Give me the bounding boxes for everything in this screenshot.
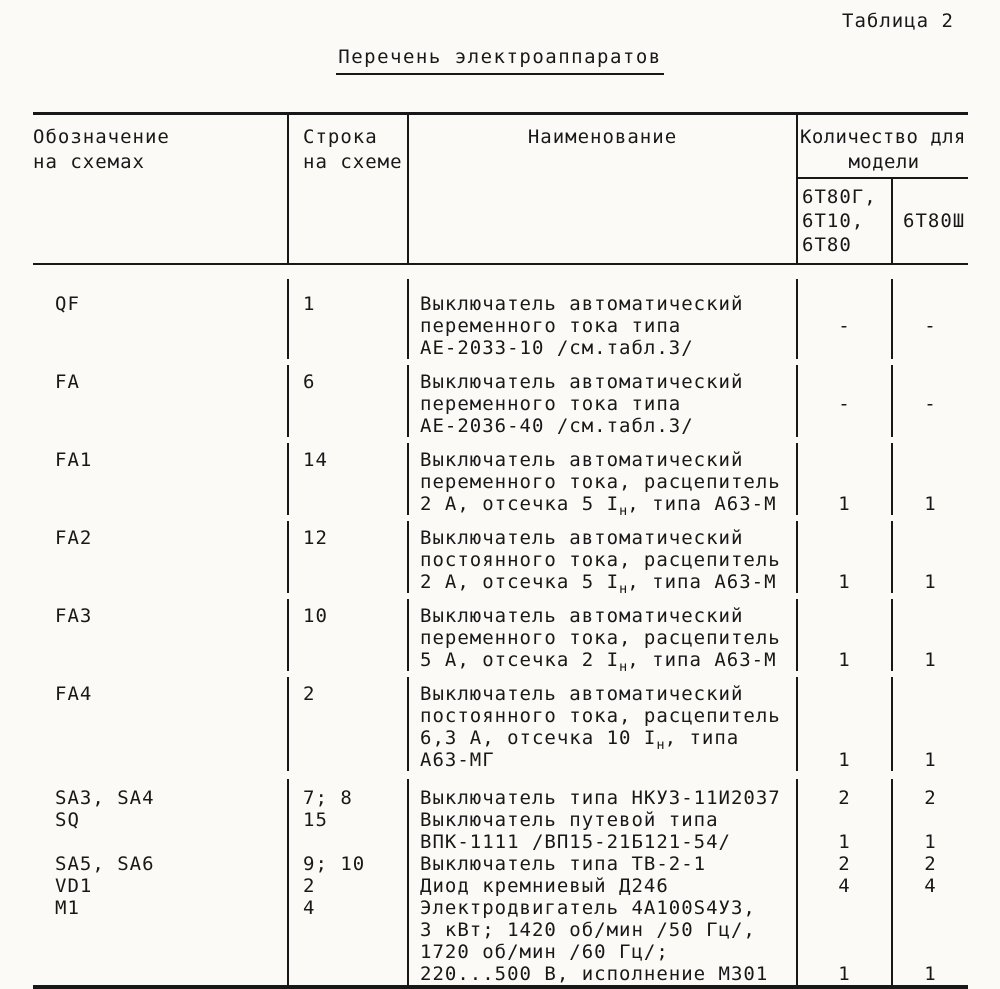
qty-cell-b (893, 365, 968, 437)
table-row-sa3-sa4 (33, 771, 968, 809)
name-line: ВПК-1111 /ВП15-21Б121-54/ (420, 831, 731, 853)
header-model-subcolumns (798, 179, 968, 263)
name-line: переменного тока типа (420, 393, 682, 415)
name-line: 1720 об/мин /60 Гц/; (420, 941, 669, 963)
designation-cell: SA3, SA4 (33, 779, 289, 809)
table-number-label: Таблица 2 (842, 10, 954, 32)
table-header-row (33, 115, 968, 265)
line-cell: 14 (289, 443, 409, 515)
qty-cell-b (893, 897, 968, 985)
header-models-group-b (893, 179, 968, 263)
header-designation-line2: на схемах (33, 151, 145, 173)
name-cell (409, 809, 798, 853)
qty-cell-a (798, 677, 893, 771)
table-row-fa2 (33, 515, 968, 598)
document-title-text: Перечень электроаппаратов (336, 46, 663, 75)
qty-value: 1 (924, 749, 937, 771)
qty-value: 4 (838, 875, 851, 897)
name-cell (409, 443, 798, 520)
qty-value: - (838, 393, 851, 415)
name-line: Выключатель типа ТВ-2-1 (420, 853, 707, 875)
name-line (420, 649, 796, 676)
qty-value: 1 (924, 963, 937, 985)
header-quantity-line2: модели (848, 151, 920, 173)
qty-cell-b (893, 521, 968, 593)
qty-value: 1 (838, 493, 851, 515)
designation-cell: QF (33, 279, 289, 359)
name-line (420, 571, 796, 598)
subscript-n: н (619, 581, 628, 598)
qty-cell-a (798, 779, 893, 809)
table-row-fa4 (33, 671, 968, 771)
qty-value: - (924, 315, 937, 337)
header-name (409, 115, 798, 263)
name-line: Выключатель типа НКУ3-11И2037 (420, 787, 781, 809)
line-cell: 7; 8 (289, 779, 409, 809)
name-line-post: , типа А63-М (627, 571, 777, 593)
name-cell (409, 897, 798, 985)
designation-cell: FA1 (33, 443, 289, 515)
qty-cell-b (893, 677, 968, 771)
header-scheme-line (289, 115, 409, 263)
header-designation-line1: Обозначение (33, 126, 170, 148)
table-row-fa3 (33, 593, 968, 676)
qty-cell-b (893, 809, 968, 853)
name-line: АЕ-2036-40 /см.табл.3/ (420, 415, 694, 437)
header-quantity-line1: Количество для (800, 126, 966, 148)
qty-cell-a (798, 853, 893, 875)
name-cell (409, 365, 798, 437)
name-line: Электродвигатель 4А100S4У3, (420, 897, 756, 919)
qty-value: 1 (838, 831, 851, 853)
qty-value: 2 (924, 853, 937, 875)
table-row-qf (33, 265, 968, 359)
apparatus-table (33, 112, 968, 989)
qty-value: 1 (838, 571, 851, 593)
qty-value: - (924, 393, 937, 415)
qty-cell-a (798, 897, 893, 985)
line-cell: 9; 10 (289, 853, 409, 875)
header-scheme-line1: Строка (303, 126, 378, 148)
document-title (0, 46, 1000, 75)
qty-value: 2 (924, 787, 937, 809)
qty-cell-a (798, 521, 893, 593)
designation-cell: FA (33, 365, 289, 437)
header-quantity-group (798, 115, 968, 263)
header-name-text: Наименование (527, 126, 678, 148)
name-cell (409, 875, 798, 897)
name-line: Выключатель автоматический (420, 371, 744, 393)
subscript-n: н (619, 503, 628, 520)
name-line-post: , типа А63-М (627, 649, 777, 671)
name-line: Выключатель автоматический (420, 605, 744, 627)
name-line: переменного тока типа (420, 315, 682, 337)
name-line: АЕ-2033-10 /см.табл.3/ (420, 337, 694, 359)
designation-cell: FA3 (33, 599, 289, 671)
qty-cell-a (798, 599, 893, 671)
header-designation (33, 115, 289, 263)
model-b-label: 6Т80Ш (903, 209, 966, 232)
qty-cell-a (798, 875, 893, 897)
name-line-post: , типа А63-М (627, 493, 777, 515)
name-cell (409, 279, 798, 359)
qty-cell-b (893, 875, 968, 897)
model-a-line3: 6Т80 (802, 234, 852, 256)
name-cell (409, 521, 798, 598)
name-line: 3 кВт; 1420 об/мин /50 Гц/, (420, 919, 756, 941)
table-row-vd1 (33, 875, 968, 897)
name-line-pre: 2 А, отсечка 5 I (420, 493, 620, 515)
qty-value: 1 (838, 749, 851, 771)
qty-value: 4 (924, 875, 937, 897)
name-line-pre: 2 А, отсечка 5 I (420, 571, 620, 593)
model-a-line1: 6Т80Г, (802, 186, 877, 208)
line-cell: 10 (289, 599, 409, 671)
qty-value: 1 (924, 649, 937, 671)
header-models-group-a (798, 179, 893, 263)
name-line: 220...500 В, исполнение М301 (420, 963, 769, 985)
name-line: Выключатель путевой типа (420, 809, 719, 831)
name-line: переменного тока, расцепитель (420, 471, 781, 493)
qty-cell-a (798, 279, 893, 359)
qty-value: 2 (838, 787, 851, 809)
name-line: Выключатель автоматический (420, 527, 744, 549)
designation-cell: M1 (33, 897, 289, 985)
qty-value: 1 (924, 493, 937, 515)
line-cell: 1 (289, 279, 409, 359)
line-cell: 6 (289, 365, 409, 437)
qty-value: 1 (838, 963, 851, 985)
name-line: А63-МГ (420, 749, 495, 771)
line-cell: 15 (289, 809, 409, 853)
designation-cell: SA5, SA6 (33, 853, 289, 875)
name-cell (409, 779, 798, 809)
table-row-m1 (33, 897, 968, 985)
designation-cell: VD1 (33, 875, 289, 897)
name-line: переменного тока, расцепитель (420, 627, 781, 649)
subscript-n: н (656, 737, 665, 754)
qty-cell-b (893, 443, 968, 515)
qty-value: 2 (838, 853, 851, 875)
qty-cell-b (893, 599, 968, 671)
qty-value: 1 (838, 649, 851, 671)
qty-cell-a (798, 365, 893, 437)
qty-value: 1 (924, 571, 937, 593)
qty-cell-a (798, 809, 893, 853)
name-line-pre: 6,3 А, отсечка 10 I (420, 727, 657, 749)
table-row-sq (33, 809, 968, 853)
qty-cell-b (893, 279, 968, 359)
name-line (420, 727, 796, 754)
table-row-sa5-sa6 (33, 853, 968, 875)
name-line (420, 493, 796, 520)
name-line: постоянного тока, расцепитель (420, 549, 781, 571)
line-cell: 4 (289, 897, 409, 985)
qty-cell-a (798, 443, 893, 515)
name-line: Выключатель автоматический (420, 683, 744, 705)
name-line: Выключатель автоматический (420, 293, 744, 315)
name-line: постоянного тока, расцепитель (420, 705, 781, 727)
qty-cell-b (893, 779, 968, 809)
header-quantity-label (798, 115, 968, 179)
line-cell: 2 (289, 677, 409, 771)
table-body (33, 265, 968, 985)
table-row-fa (33, 359, 968, 437)
table-row-fa1 (33, 437, 968, 520)
designation-cell: FA2 (33, 521, 289, 593)
qty-value: - (838, 315, 851, 337)
model-a-line2: 6Т10, (802, 210, 865, 232)
name-line: Диод кремниевый Д246 (420, 875, 669, 897)
qty-value: 1 (924, 831, 937, 853)
name-cell (409, 677, 798, 771)
name-line-post: , типа (664, 727, 740, 749)
header-scheme-line2: на схеме (303, 151, 403, 173)
name-cell (409, 599, 798, 676)
name-line-pre: 5 А, отсечка 2 I (420, 649, 620, 671)
name-cell (409, 853, 798, 875)
designation-cell: SQ (33, 809, 289, 853)
qty-cell-b (893, 853, 968, 875)
line-cell: 12 (289, 521, 409, 593)
line-cell: 2 (289, 875, 409, 897)
name-line: Выключатель автоматический (420, 449, 744, 471)
designation-cell: FA4 (33, 677, 289, 771)
subscript-n: н (619, 659, 628, 676)
